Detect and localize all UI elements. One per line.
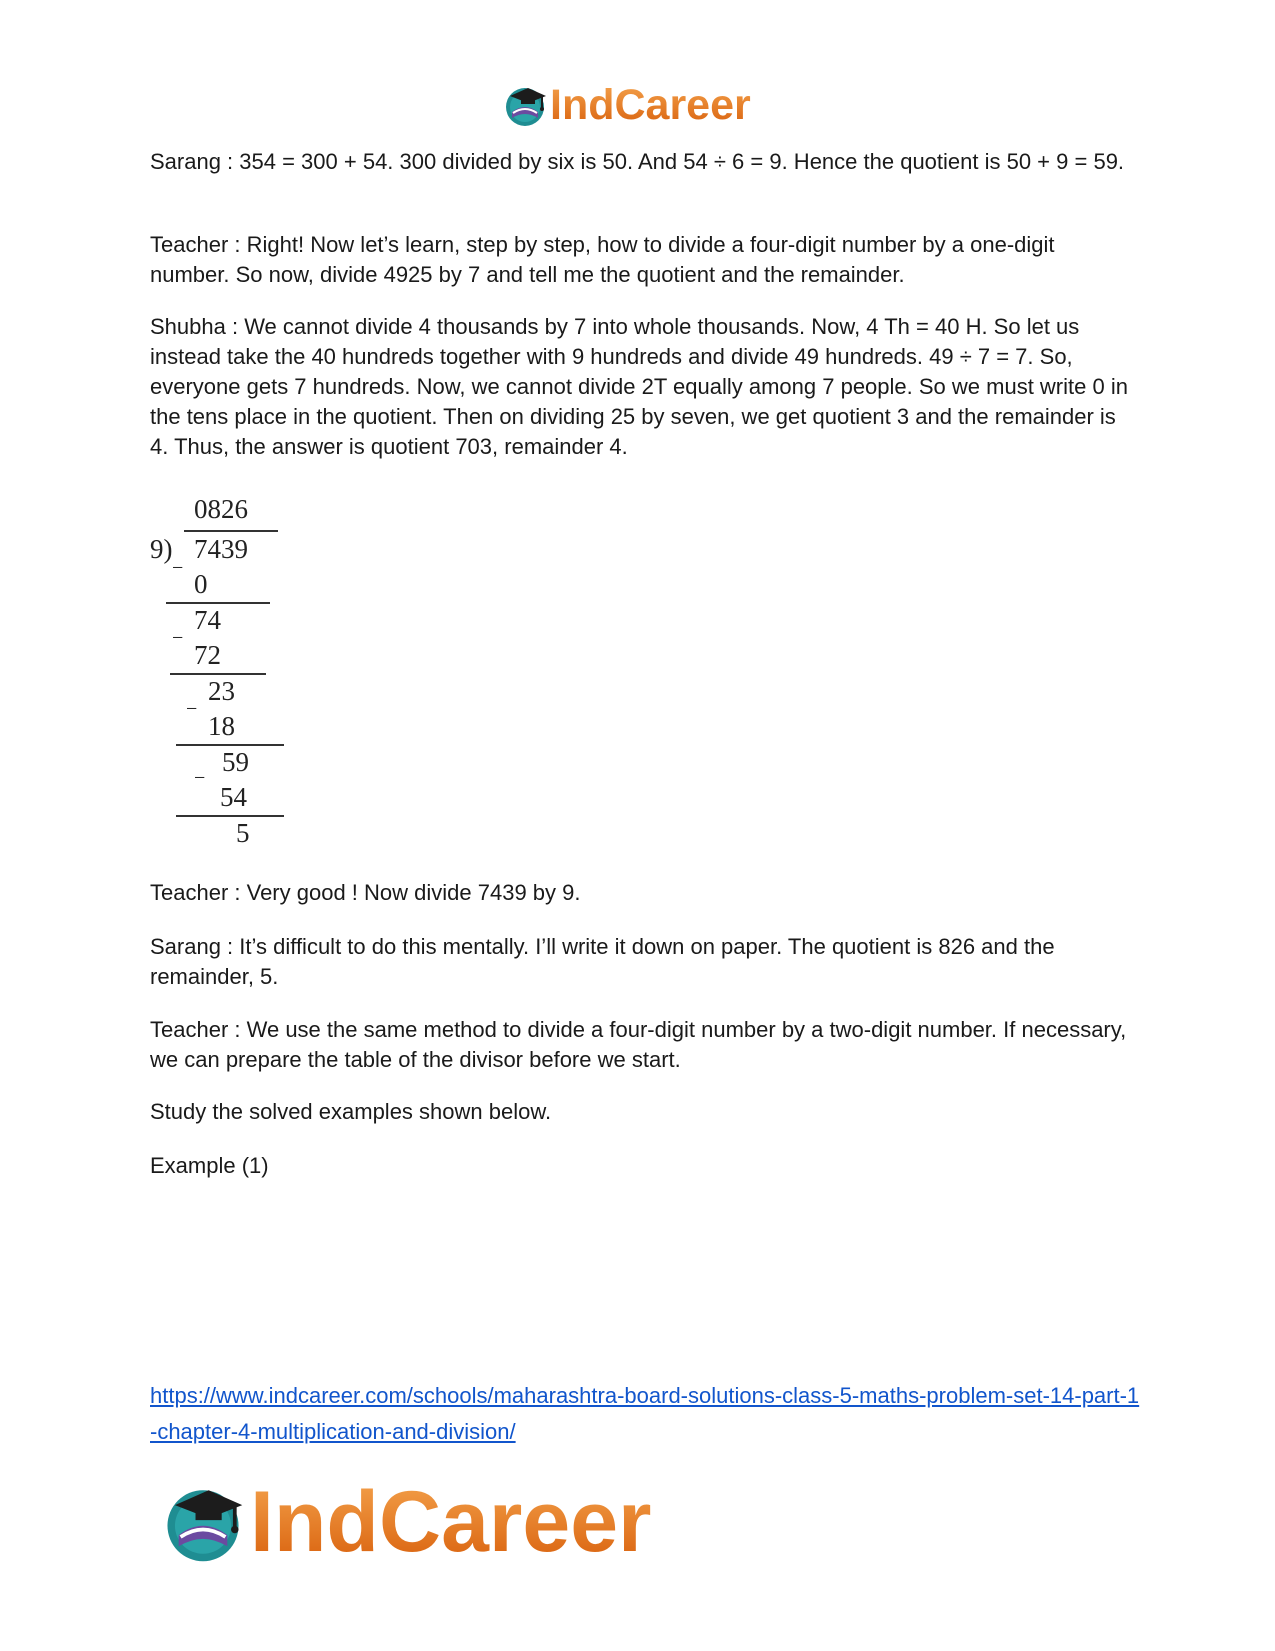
division-quotient: 0826	[194, 494, 248, 524]
division-step4-remainder: 59	[222, 747, 249, 777]
division-step3-remainder: 23	[208, 676, 235, 706]
dialogue-teacher-2: Teacher : Very good ! Now divide 7439 by 9.	[150, 880, 581, 905]
header-logo	[502, 80, 751, 130]
division-step2-remainder: 74	[194, 605, 221, 635]
dialogue-shubha: Shubha : We cannot divide 4 thousands by 7 into whole thousands. Now, 4 Th = 40 H. So let us instead take the 40 hundreds together with 9 hundreds and divide 49 hundreds. 49 ÷ 7 = 7. So, everyone gets 7 hundreds. Now, we cannot divide 2T equally among 7 people. So we must write 0 in the tens place in the quotient. Then on dividing 25 by seven, we get quotient 3 and the remainder is 4. Thus, the answer is quotient 703, remainder 4.	[150, 314, 1128, 459]
footer-logo	[160, 1472, 652, 1572]
division-divisor: 9)	[150, 534, 173, 564]
division-rule	[170, 673, 266, 675]
minus-sign: −	[172, 627, 184, 649]
logo-wordmark: IndCareer	[250, 1474, 652, 1570]
division-step3-subtract: 18	[208, 711, 235, 741]
division-step4-subtract: 54	[220, 782, 247, 812]
division-quotient-bar	[184, 530, 278, 532]
division-dividend: 7439	[194, 534, 248, 564]
dialogue-teacher-3: Teacher : We use the same method to divide a four-digit number by a two-digit number. If necessary, we can prepare the table of the divisor before we start.	[150, 1017, 1127, 1072]
minus-sign: −	[172, 557, 184, 579]
minus-sign: −	[186, 698, 198, 720]
dialogue-sarang-1: Sarang : 354 = 300 + 54. 300 divided by six is 50. And 54 ÷ 6 = 9. Hence the quotient is 50 + 9 = 59.	[150, 149, 1125, 174]
division-step2-subtract: 72	[194, 640, 221, 670]
instruction-text: Study the solved examples shown below.	[150, 1099, 552, 1124]
division-rule	[166, 602, 270, 604]
division-rule	[176, 815, 284, 817]
long-division-figure	[152, 496, 302, 860]
division-remainder: 5	[236, 818, 250, 848]
source-url-link[interactable]: https://www.indcareer.com/schools/maharashtra-board-solutions-class-5-maths-problem-set-14-part-1-chapter-4-multiplication-and-division/	[150, 1383, 1140, 1444]
logo-wordmark: IndCareer	[550, 80, 751, 129]
graduation-globe-icon	[502, 82, 548, 128]
example-heading: Example (1)	[150, 1153, 269, 1178]
dialogue-sarang-2: Sarang : It’s difficult to do this mentally. I’ll write it down on paper. The quotient is 826 and the remainder, 5.	[150, 934, 1055, 989]
division-step1-subtract: 0	[194, 569, 208, 599]
dialogue-teacher-1: Teacher : Right! Now let’s learn, step by step, how to divide a four-digit number by a one-digit number. So now, divide 4925 by 7 and tell me the quotient and the remainder.	[150, 232, 1055, 287]
graduation-globe-icon	[160, 1479, 246, 1565]
minus-sign: −	[194, 767, 206, 789]
division-rule	[176, 744, 284, 746]
